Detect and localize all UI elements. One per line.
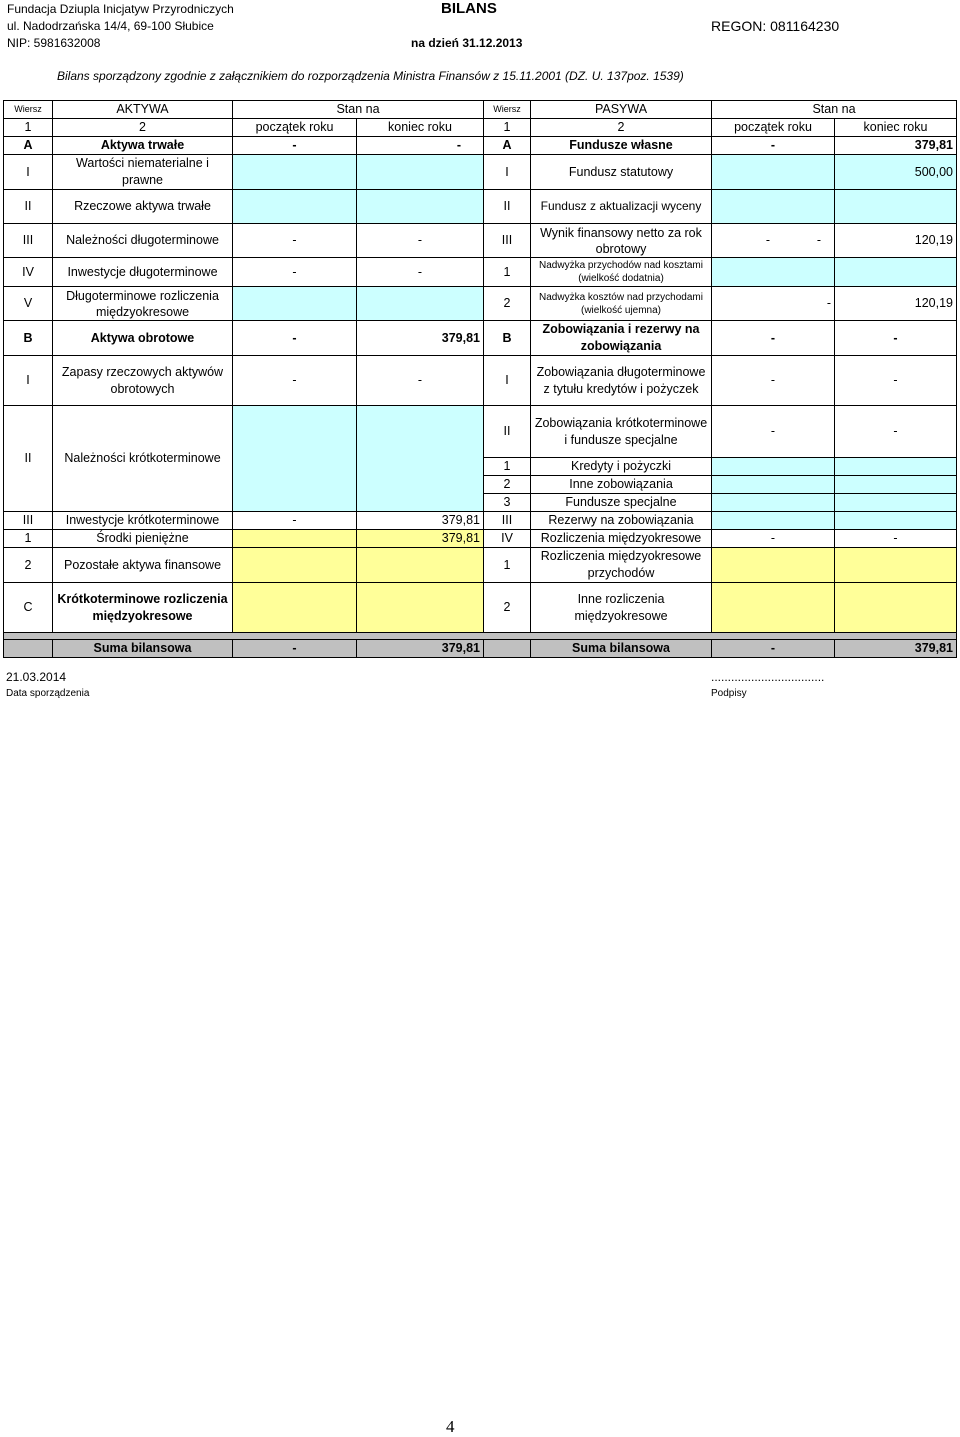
table-row <box>4 137 957 155</box>
row-label: Środki pieniężne <box>53 530 233 548</box>
row-id: III <box>4 224 53 258</box>
value-end <box>835 190 957 224</box>
row-label: Wynik finansowy netto za rok obrotowy <box>531 224 712 258</box>
row-label: Zobowiązania długoterminowe z tytułu kredytów i pożyczek <box>531 356 712 406</box>
value-end <box>357 406 484 512</box>
table-row <box>4 190 957 224</box>
subheader-col5: 1 <box>484 119 531 137</box>
table-sum-row <box>4 640 957 658</box>
sum-id <box>484 640 531 658</box>
row-id: I <box>4 356 53 406</box>
value-end: - <box>357 137 484 155</box>
row-id: I <box>484 155 531 190</box>
row-id: III <box>484 224 531 258</box>
balance-sheet-table <box>3 100 957 658</box>
value-start: - <box>712 137 835 155</box>
row-label: Fundusze specjalne <box>531 494 712 512</box>
value-start <box>233 190 357 224</box>
row-label: Rozliczenia międzyokresowe <box>531 530 712 548</box>
legal-basis-note: Bilans sporządzony zgodnie z załącznikiem do rozporządzenia Ministra Finansów z 15.11.2001 (DZ. U. 137poz. 1539) <box>57 69 684 83</box>
value-start-dashes <box>715 232 831 249</box>
value-start <box>712 155 835 190</box>
value-end <box>835 548 957 583</box>
table-spacer-row <box>4 633 957 640</box>
value-end: - <box>357 356 484 406</box>
sum-end-assets: 379,81 <box>357 640 484 658</box>
subheader-start-assets: początek roku <box>233 119 357 137</box>
row-label: Zobowiązania krótkoterminowe i fundusze specjalne <box>531 406 712 458</box>
value-start: - <box>712 406 835 458</box>
table-row <box>4 321 957 356</box>
row-id: 2 <box>484 287 531 321</box>
balance-date: na dzień 31.12.2013 <box>411 36 523 50</box>
row-id: III <box>4 512 53 530</box>
table-row <box>4 224 957 258</box>
subheader-col1: 1 <box>4 119 53 137</box>
value-end <box>357 548 484 583</box>
subheader-start-liabilities: początek roku <box>712 119 835 137</box>
header-stan-na-liabilities: Stan na <box>712 101 957 119</box>
row-label: Zobowiązania i rezerwy na zobowiązania <box>531 321 712 356</box>
row-label: Kredyty i pożyczki <box>531 458 712 476</box>
value-end: - <box>835 530 957 548</box>
row-label: Fundusz statutowy <box>531 155 712 190</box>
row-id: III <box>484 512 531 530</box>
table-row <box>4 406 957 458</box>
organization-name: Fundacja Dziupla Inicjatyw Przyrodniczych <box>7 2 234 16</box>
value-end <box>357 155 484 190</box>
value-end: - <box>357 224 484 258</box>
document-title: BILANS <box>441 0 497 17</box>
spacer-cell <box>4 633 957 640</box>
row-id: A <box>484 137 531 155</box>
value-start <box>233 287 357 321</box>
row-id: A <box>4 137 53 155</box>
value-start: - <box>233 224 357 258</box>
value-end: 379,81 <box>835 137 957 155</box>
table-row <box>4 530 957 548</box>
sum-end-liabilities: 379,81 <box>835 640 957 658</box>
sum-start-liabilities: - <box>712 640 835 658</box>
row-id: I <box>4 155 53 190</box>
row-id: II <box>4 406 53 512</box>
value-end: 379,81 <box>357 530 484 548</box>
row-label: Zapasy rzeczowych aktywów obrotowych <box>53 356 233 406</box>
row-label: Inwestycje długoterminowe <box>53 258 233 287</box>
row-label: Fundusze własne <box>531 137 712 155</box>
row-id: 3 <box>484 494 531 512</box>
nip-number: NIP: 5981632008 <box>7 36 101 50</box>
table-row <box>4 258 957 287</box>
row-label: Krótkoterminowe rozliczenia międzyokresowe <box>53 583 233 633</box>
header-stan-na-assets: Stan na <box>233 101 484 119</box>
value-start: - <box>712 321 835 356</box>
row-id: 2 <box>484 476 531 494</box>
table-row <box>4 356 957 406</box>
value-start: - <box>233 137 357 155</box>
value-end: - <box>835 321 957 356</box>
header-pasywa: PASYWA <box>531 101 712 119</box>
value-end <box>357 190 484 224</box>
row-label: Należności długoterminowe <box>53 224 233 258</box>
regon-number: REGON: 081164230 <box>711 18 840 34</box>
row-id: 1 <box>484 458 531 476</box>
value-start <box>233 530 357 548</box>
value-start <box>712 190 835 224</box>
row-id: 2 <box>4 548 53 583</box>
table-row <box>4 583 957 633</box>
value-start: - <box>712 287 835 321</box>
row-id: 1 <box>484 258 531 287</box>
dash-a: - <box>765 233 770 247</box>
row-label: Aktywa trwałe <box>53 137 233 155</box>
row-id: II <box>4 190 53 224</box>
header-wiersz-liabilities: Wiersz <box>484 101 531 119</box>
value-start <box>712 476 835 494</box>
value-start <box>233 406 357 512</box>
row-label: Wartości niematerialne i prawne <box>53 155 233 190</box>
row-id: II <box>484 190 531 224</box>
value-end <box>357 583 484 633</box>
value-start: - <box>233 512 357 530</box>
preparation-date-label: Data sporządzenia <box>6 688 90 699</box>
value-start <box>712 548 835 583</box>
table-header-row <box>4 101 957 119</box>
value-start <box>233 548 357 583</box>
row-label: Pozostałe aktywa finansowe <box>53 548 233 583</box>
row-label: Rzeczowe aktywa trwałe <box>53 190 233 224</box>
subheader-end-liabilities: koniec roku <box>835 119 957 137</box>
value-end: 500,00 <box>835 155 957 190</box>
row-label: Długoterminowe rozliczenia międzyokresowe <box>53 287 233 321</box>
row-label: Rezerwy na zobowiązania <box>531 512 712 530</box>
subheader-col6: 2 <box>531 119 712 137</box>
value-end: - <box>835 406 957 458</box>
row-id: V <box>4 287 53 321</box>
value-start: - <box>233 356 357 406</box>
value-start <box>712 583 835 633</box>
value-start: - <box>712 530 835 548</box>
value-end <box>835 583 957 633</box>
header-aktywa: AKTYWA <box>53 101 233 119</box>
row-label: Inne zobowiązania <box>531 476 712 494</box>
signature-label: Podpisy <box>711 688 747 699</box>
header-wiersz-assets: Wiersz <box>4 101 53 119</box>
table-row <box>4 512 957 530</box>
signature-line: .................................. <box>711 670 825 684</box>
sum-label-assets: Suma bilansowa <box>53 640 233 658</box>
sum-start-assets: - <box>233 640 357 658</box>
sum-label-liabilities: Suma bilansowa <box>531 640 712 658</box>
value-end <box>835 258 957 287</box>
table-row <box>4 287 957 321</box>
value-start <box>712 258 835 287</box>
preparation-date: 21.03.2014 <box>6 670 67 684</box>
row-id: I <box>484 356 531 406</box>
page-number: 4 <box>446 1417 455 1436</box>
value-start <box>712 458 835 476</box>
row-id: IV <box>484 530 531 548</box>
value-end <box>357 287 484 321</box>
row-id: C <box>4 583 53 633</box>
value-end: 379,81 <box>357 512 484 530</box>
value-start: - <box>233 258 357 287</box>
row-id: 1 <box>484 548 531 583</box>
value-start <box>233 583 357 633</box>
row-label: Fundusz z aktualizacji wyceny <box>531 190 712 224</box>
row-id: B <box>484 321 531 356</box>
row-id: B <box>4 321 53 356</box>
row-id: II <box>484 406 531 458</box>
value-start: - <box>712 356 835 406</box>
row-id: 1 <box>4 530 53 548</box>
value-end: - <box>357 258 484 287</box>
value-end <box>835 476 957 494</box>
row-id: IV <box>4 258 53 287</box>
value-end <box>835 494 957 512</box>
value-start <box>233 155 357 190</box>
table-subheader-row <box>4 119 957 137</box>
dash-b: - <box>816 233 821 247</box>
value-start <box>712 224 835 258</box>
value-end <box>835 458 957 476</box>
table-row <box>4 155 957 190</box>
row-label: Inwestycje krótkoterminowe <box>53 512 233 530</box>
row-label: Inne rozliczenia międzyokresowe <box>531 583 712 633</box>
value-end: 379,81 <box>357 321 484 356</box>
organization-address: ul. Nadodrzańska 14/4, 69-100 Słubice <box>7 19 214 33</box>
value-start: - <box>233 321 357 356</box>
subheader-col2: 2 <box>53 119 233 137</box>
value-end: 120,19 <box>835 287 957 321</box>
value-start <box>712 512 835 530</box>
subheader-end-assets: koniec roku <box>357 119 484 137</box>
value-end: - <box>835 356 957 406</box>
row-label: Należności krótkoterminowe <box>53 406 233 512</box>
row-label: Nadwyżka przychodów nad kosztami (wielkość dodatnia) <box>531 258 712 287</box>
sum-id <box>4 640 53 658</box>
row-label: Rozliczenia międzyokresowe przychodów <box>531 548 712 583</box>
row-id: 2 <box>484 583 531 633</box>
table-row <box>4 548 957 583</box>
value-end: 120,19 <box>835 224 957 258</box>
row-label: Nadwyżka kosztów nad przychodami (wielkość ujemna) <box>531 287 712 321</box>
value-end <box>835 512 957 530</box>
value-start <box>712 494 835 512</box>
row-label: Aktywa obrotowe <box>53 321 233 356</box>
